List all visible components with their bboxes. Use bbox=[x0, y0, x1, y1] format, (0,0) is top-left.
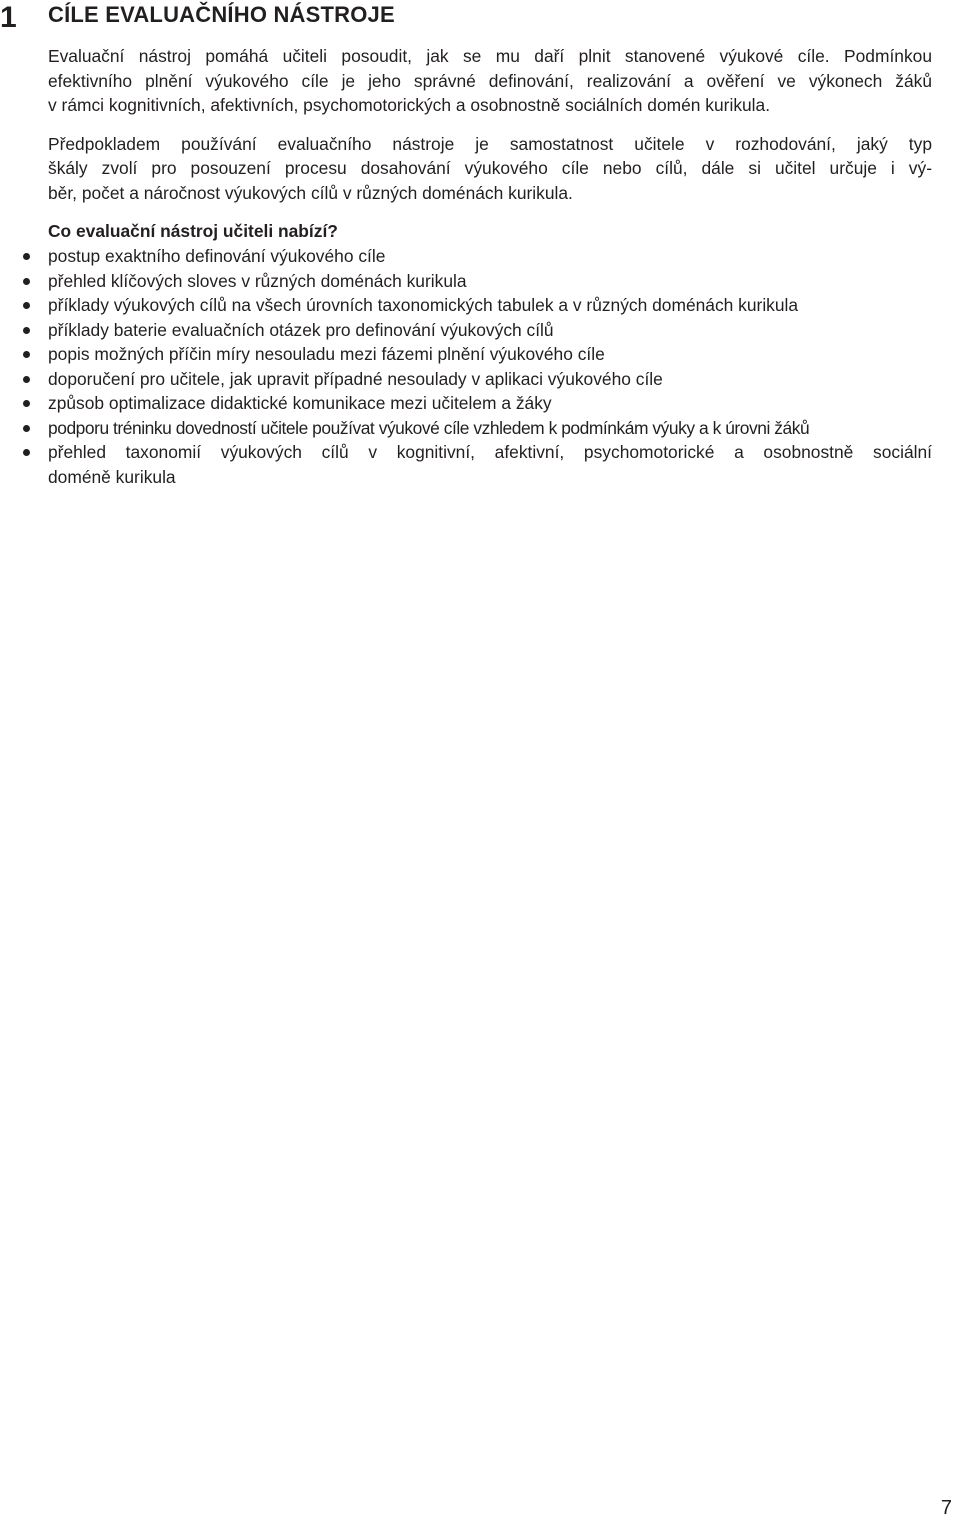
main-content bbox=[48, 44, 932, 489]
paragraph-line: Předpokladem používání evaluačního nástroje je samostatnost učitele v rozhodování, jaký typ bbox=[48, 133, 932, 154]
list-item-line: doméně kurikula bbox=[48, 466, 176, 487]
list-item bbox=[48, 293, 932, 318]
bullet-icon bbox=[23, 440, 33, 465]
bullet-icon bbox=[23, 293, 33, 318]
paragraph-line: v rámci kognitivních, afektivních, psychomotorických a osobnostně sociálních domén kurikula. bbox=[48, 95, 771, 115]
list-item bbox=[48, 391, 932, 416]
list-item-text: způsob optimalizace didaktické komunikace mezi učitelem a žáky bbox=[48, 393, 552, 413]
bullet-icon bbox=[23, 244, 33, 269]
section-heading: Co evaluační nástroj učiteli nabízí? bbox=[48, 221, 338, 241]
list-item-text: přehled klíčových sloves v různých doménách kurikula bbox=[48, 270, 467, 291]
prerequisite-paragraph bbox=[48, 132, 932, 206]
paragraph-line: efektivního plnění výukového cíle je jeho správné definování, realizování a ověření ve výkonech žáků bbox=[48, 70, 932, 91]
list-item bbox=[48, 342, 932, 367]
bullet-icon bbox=[23, 269, 33, 294]
bullet-icon bbox=[23, 342, 33, 367]
bullet-icon bbox=[23, 318, 33, 343]
list-item-text: popis možných příčin míry nesouladu mezi fázemi plnění výukového cíle bbox=[48, 344, 605, 364]
benefits-list bbox=[48, 244, 932, 489]
intro-paragraph bbox=[48, 44, 932, 118]
paragraph-line: škály zvolí pro posouzení procesu dosahování výukového cíle nebo cílů, dále si učitel určuje i vý- bbox=[48, 158, 932, 178]
bullet-icon bbox=[23, 416, 33, 441]
list-item-text: podporu tréninku dovedností učitele používat výukové cíle vzhledem k podmínkám výuky a k úrovni žáků bbox=[48, 417, 810, 438]
chapter-title: CÍLE EVALUAČNÍHO NÁSTROJE bbox=[48, 2, 395, 27]
list-item-text: příklady výukových cílů na všech úrovních taxonomických tabulek a v různých doménách kurikula bbox=[48, 295, 799, 315]
list-item bbox=[48, 269, 932, 294]
page-number: 7 bbox=[940, 1497, 952, 1519]
paragraph-line: Evaluační nástroj pomáhá učiteli posoudit, jak se mu daří plnit stanovené výukové cíle. Podmínkou bbox=[48, 46, 932, 66]
list-item-text: doporučení pro učitele, jak upravit případné nesoulady v aplikaci výukového cíle bbox=[48, 368, 663, 389]
bullet-icon bbox=[23, 391, 33, 416]
list-item bbox=[48, 244, 932, 269]
bullet-icon bbox=[23, 367, 33, 392]
list-item-text bbox=[48, 440, 932, 489]
paragraph-line: běr, počet a náročnost výukových cílů v různých doménách kurikula. bbox=[48, 182, 573, 203]
list-item bbox=[48, 367, 932, 392]
list-item bbox=[48, 440, 932, 489]
chapter-number: 1 bbox=[0, 1, 17, 34]
list-item bbox=[48, 318, 932, 343]
list-item-text: postup exaktního definování výukového cíle bbox=[48, 246, 386, 266]
list-item-text: příklady baterie evaluačních otázek pro definování výukových cílů bbox=[48, 319, 554, 340]
list-item-line: přehled taxonomií výukových cílů v kognitivní, afektivní, psychomotorické a osobnostně sociální bbox=[48, 442, 932, 462]
list-item bbox=[48, 416, 932, 441]
